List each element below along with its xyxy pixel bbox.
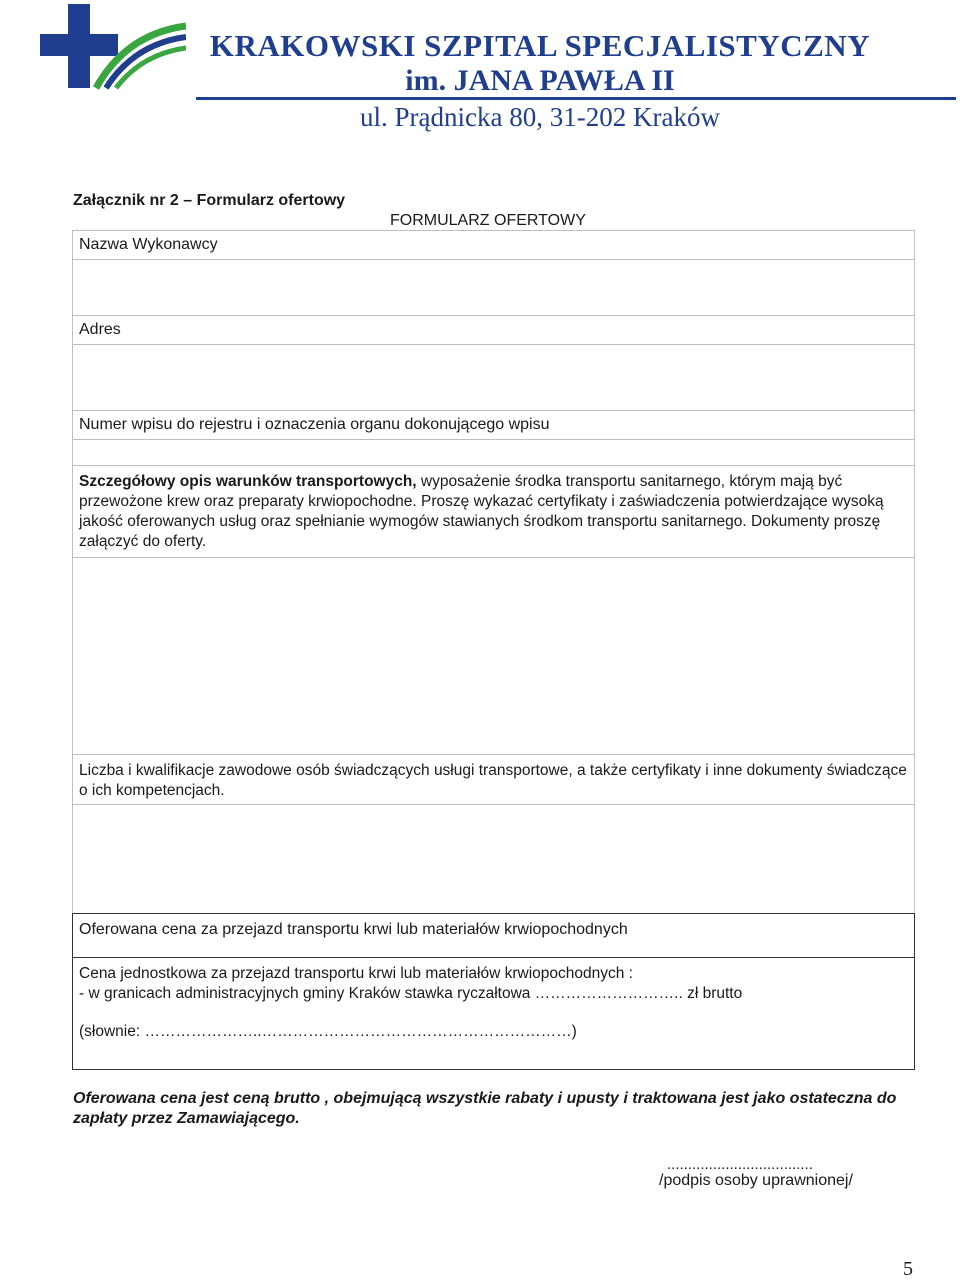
- price-box[interactable]: [72, 957, 915, 1070]
- details-label: [73, 466, 914, 558]
- registry-field[interactable]: [72, 439, 915, 466]
- contractor-name-label-row: [72, 230, 915, 260]
- staff-field[interactable]: [72, 804, 915, 914]
- contractor-name-label: Nazwa Wykonawcy: [79, 236, 218, 253]
- details-label-rest: wyposażenie środka transportu sanitarnego, którym mają być przewożone krew oraz preparaty krwiopochodne. Proszę wykazać certyfikaty i zaświadczenia potwierdzające wysoką jakość oferowanych usług oraz spełnianie wymogów stawianych środkom transportu sanitarnego. Dokumenty proszę załączyć do oferty.: [79, 473, 884, 550]
- details-label-row: [72, 465, 915, 558]
- details-field[interactable]: [72, 557, 915, 755]
- offered-price-label-row: [72, 913, 915, 958]
- hospital-address: ul. Prądnicka 80, 31-202 Kraków: [360, 102, 720, 132]
- header-divider: [196, 97, 956, 100]
- address-label-row: [72, 315, 915, 345]
- price-in-words: (słownie: …………………..……………………………………………………): [79, 1023, 577, 1040]
- registry-label-row: [72, 410, 915, 440]
- staff-label: Liczba i kwalifikacje zawodowe osób świadczących usługi transportowe, a także certyfikaty i inne dokumenty świadczące o ich kompetencjach.: [79, 762, 907, 799]
- contractor-name-field[interactable]: [72, 259, 915, 316]
- final-note: Oferowana cena jest ceną brutto , obejmującą wszystkie rabaty i upusty i traktowana jest jako ostateczna do zapłaty przez Zamawiającego.: [73, 1090, 897, 1127]
- address-label: Adres: [79, 321, 121, 338]
- form-title: FORMULARZ OFERTOWY: [390, 212, 586, 229]
- offered-price-label: Oferowana cena za przejazd transportu krwi lub materiałów krwiopochodnych: [79, 921, 628, 938]
- signature-label: /podpis osoby uprawnionej/: [659, 1172, 853, 1189]
- signature-line: ...................................: [667, 1156, 813, 1173]
- hospital-patron: im. JANA PAWŁA II: [405, 64, 675, 97]
- details-label-bold: Szczegółowy opis warunków transportowych,: [79, 473, 417, 490]
- page-number: 5: [903, 1258, 913, 1280]
- unit-price-flat-rate: - w granicach administracyjnych gminy Kraków stawka ryczałtowa ……………………….. zł brutto: [79, 985, 743, 1002]
- staff-label-row: [72, 754, 915, 805]
- address-field[interactable]: [72, 344, 915, 411]
- hospital-name: KRAKOWSKI SZPITAL SPECJALISTYCZNY: [209, 28, 871, 63]
- registry-label: Numer wpisu do rejestru i oznaczenia organu dokonującego wpisu: [79, 416, 550, 433]
- unit-price-label: Cena jednostkowa za przejazd transportu krwi lub materiałów krwiopochodnych :: [79, 965, 633, 982]
- annex-title: Załącznik nr 2 – Formularz ofertowy: [73, 192, 346, 209]
